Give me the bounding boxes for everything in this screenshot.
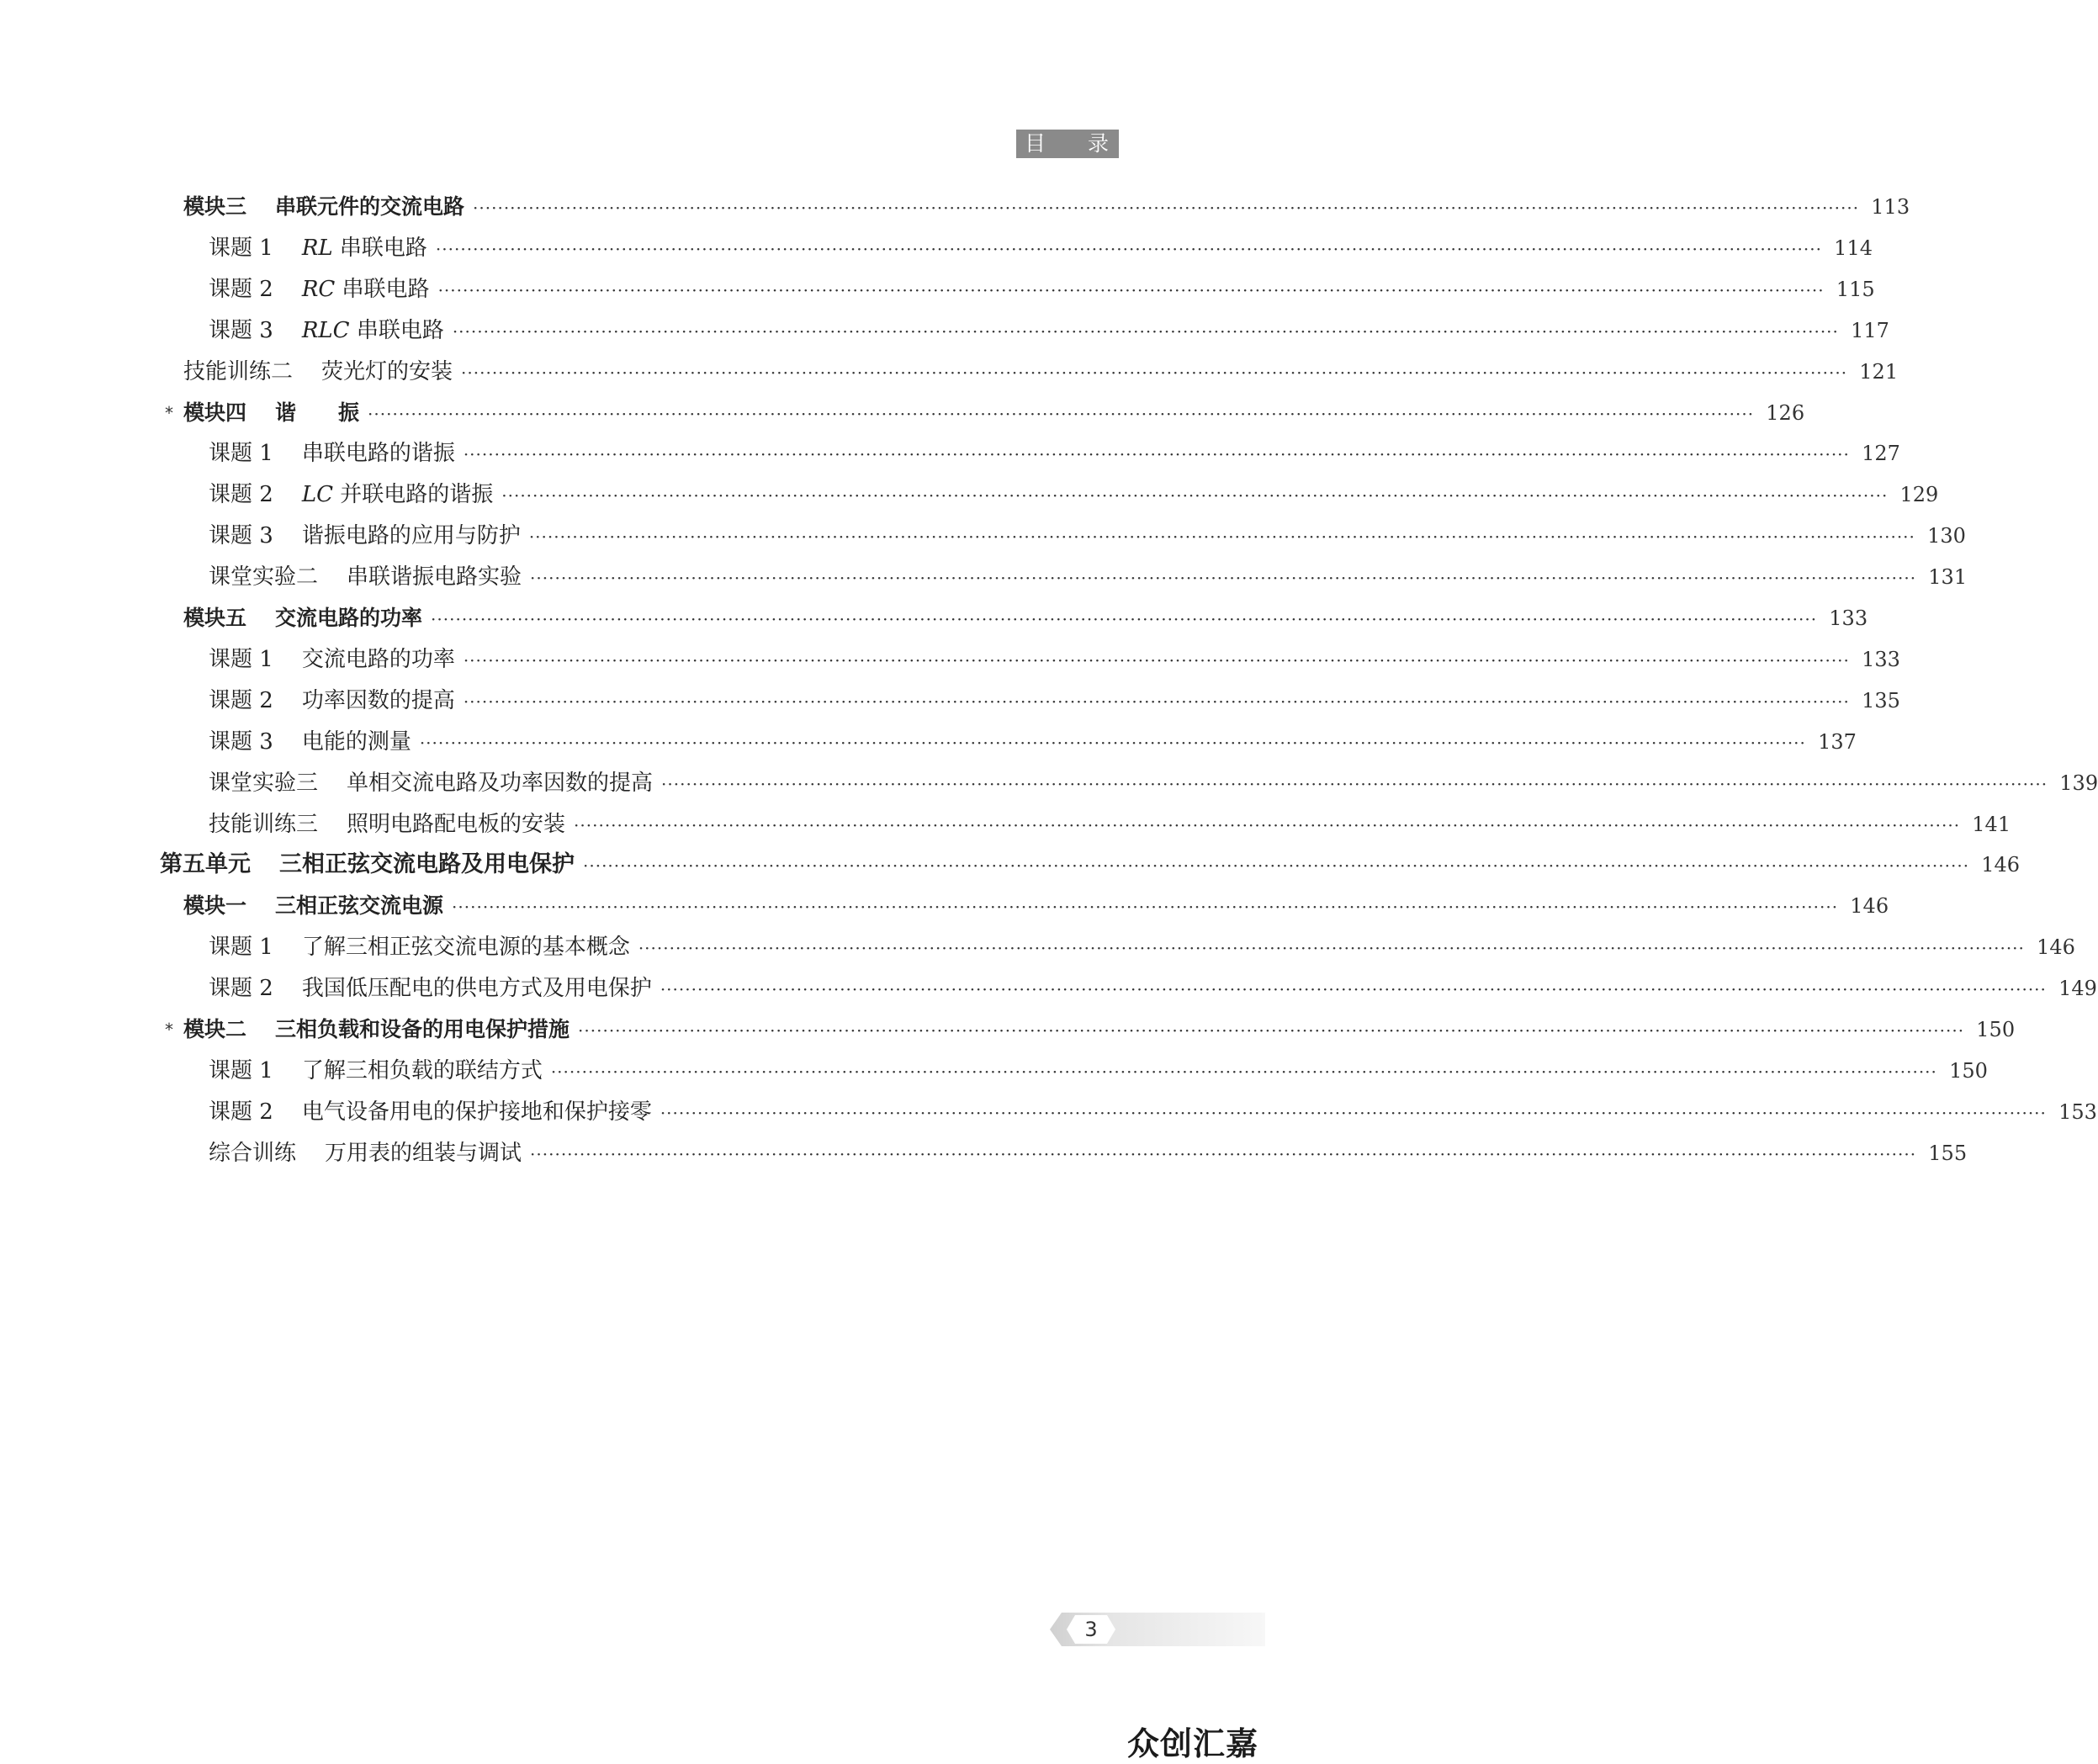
toc-entry-page: 150 (1949, 1059, 1988, 1083)
toc-entry-prefix: 模块三 (183, 194, 247, 219)
toc-entry-page: 115 (1836, 278, 1875, 301)
toc-entry-prefix: 课题 1 (209, 236, 273, 261)
toc-entry-label (209, 1095, 652, 1129)
toc-entry-title: 三相负载和设备的用电保护措施 (275, 1017, 570, 1041)
toc-entry[interactable] (0, 1013, 2016, 1046)
dot-leader (464, 437, 1850, 471)
toc-entry-title: 单相交流电路及功率因数的提高 (347, 771, 654, 796)
toc-entry-title: 串联电路的谐振 (301, 441, 455, 466)
dot-leader (660, 1096, 2047, 1130)
toc-entry[interactable] (0, 684, 1900, 718)
toc-entry[interactable] (0, 930, 2075, 964)
toc-entry-label (209, 1136, 522, 1170)
toc-entry-prefix: 课题 2 (209, 1099, 273, 1125)
toc-entry-prefix: 技能训练二 (183, 359, 294, 384)
toc-entry-page: 135 (1862, 689, 1900, 712)
toc-entry-page: 127 (1862, 442, 1900, 465)
toc-entry-title: 三相正弦交流电路及用电保护 (279, 851, 575, 877)
toc-entry-label (209, 478, 493, 511)
toc-entry-prefix: 课堂实验二 (209, 564, 319, 590)
toc-entry-title: 串联电路 (332, 236, 427, 261)
toc-entry-page: 131 (1928, 565, 1968, 589)
dot-leader (453, 315, 1839, 348)
toc-entry-title: 了解三相负载的联结方式 (301, 1058, 543, 1083)
toc-entry-page: 146 (2037, 935, 2075, 959)
page-number: 3 (1084, 1618, 1098, 1641)
dot-leader (574, 808, 1960, 842)
toc-entry-title: 三相正弦交流电源 (275, 893, 444, 918)
optional-star-icon: * (165, 1020, 173, 1040)
toc-entry-circuit-symbol: RLC (301, 318, 350, 343)
toc-entry[interactable] (0, 231, 1873, 265)
toc-entry[interactable] (0, 478, 1939, 511)
toc-entry-prefix: 综合训练 (209, 1141, 297, 1166)
dot-leader (501, 479, 1888, 512)
toc-entry-label (209, 314, 444, 347)
toc-entry-label (209, 231, 427, 265)
toc-entry-label (209, 519, 521, 553)
toc-entry-page: 114 (1834, 236, 1873, 260)
optional-star-icon: * (165, 403, 173, 423)
toc-entry-label (160, 848, 575, 882)
dot-leader (530, 1137, 1916, 1171)
toc-entry-label (209, 684, 455, 718)
toc-entry-label (183, 190, 464, 224)
toc-entry-title: 串联电路 (349, 318, 444, 343)
toc-entry-prefix: 模块四 (183, 400, 247, 425)
dot-leader (461, 356, 1847, 389)
toc-entry-prefix: 技能训练三 (209, 812, 319, 837)
toc-entry[interactable] (0, 808, 2011, 841)
dot-leader (438, 273, 1825, 307)
toc-entry-title: 我国低压配电的供电方式及用电保护 (301, 976, 652, 1001)
toc-entry-label (183, 601, 422, 635)
dot-leader (473, 191, 1859, 225)
dot-leader (583, 849, 1969, 882)
toc-entry-prefix: 模块五 (183, 606, 247, 630)
toc-entry-label (209, 808, 565, 841)
toc-entry-label (209, 273, 430, 306)
toc-entry-circuit-symbol: LC (301, 482, 333, 507)
toc-entry-title: 电能的测量 (301, 729, 411, 755)
toc-entry-label (209, 437, 455, 470)
toc-entry-page: 133 (1829, 607, 1868, 630)
header-char-right: 录 (1087, 131, 1109, 156)
toc-entry[interactable] (0, 643, 1900, 676)
toc-entry-title: 电气设备用电的保护接地和保护接零 (301, 1099, 652, 1125)
toc-entry-title: 万用表的组装与调试 (325, 1141, 522, 1166)
toc-entry[interactable] (0, 560, 1968, 594)
toc-entry-prefix: 课题 1 (209, 441, 273, 466)
toc-entry-label (209, 643, 455, 676)
toc-entry[interactable] (0, 725, 1857, 759)
dot-leader (420, 726, 1806, 760)
section-header-tag (1016, 130, 1119, 158)
toc-entry-label (209, 725, 411, 759)
toc-entry-label (209, 1054, 543, 1088)
toc-entry-prefix: 课堂实验三 (209, 771, 319, 796)
toc-entry-page: 129 (1899, 483, 1939, 506)
toc-entry-prefix: 课题 2 (209, 688, 273, 713)
toc-entry-circuit-symbol: RC (301, 277, 336, 302)
toc-entry-label (209, 930, 630, 964)
toc-entry-title: 串联谐振电路实验 (347, 564, 522, 590)
toc-entry-prefix: 课题 2 (209, 277, 273, 302)
toc-entry-label (183, 1013, 570, 1046)
toc-entry-prefix: 课题 1 (209, 1058, 273, 1083)
dot-leader (551, 1055, 1937, 1089)
toc-entry-page: 121 (1859, 360, 1899, 384)
toc-entry[interactable] (0, 766, 2098, 800)
toc-entry[interactable] (0, 314, 1889, 347)
toc-entry[interactable] (0, 190, 1910, 224)
toc-entry-prefix: 课题 3 (209, 318, 273, 343)
toc-entry[interactable] (0, 1095, 2097, 1129)
toc-entry-title: 交流电路的功率 (301, 647, 455, 672)
toc-entry-page: 113 (1871, 195, 1910, 219)
toc-entry-page: 126 (1766, 401, 1805, 425)
toc-entry-page: 141 (1972, 813, 2011, 836)
toc-entry-label (209, 972, 652, 1005)
toc-entry-page: 150 (1976, 1018, 2016, 1041)
toc-entry[interactable] (0, 601, 1868, 635)
toc-entry-prefix: 课题 2 (209, 976, 273, 1001)
toc-entry-prefix: 模块一 (183, 893, 247, 918)
page-number-tab (1050, 1613, 1265, 1646)
watermark-logo: 众创汇嘉 (1127, 1725, 1259, 1762)
dot-leader (660, 972, 2047, 1006)
toc-entry-prefix: 模块二 (183, 1017, 247, 1041)
toc-entry[interactable] (0, 519, 1966, 553)
toc-entry[interactable] (0, 972, 2097, 1005)
toc-entry-label (183, 396, 359, 430)
toc-entry-page: 133 (1862, 648, 1900, 671)
dot-leader (464, 685, 1850, 718)
toc-entry-title: 荧光灯的安装 (321, 359, 453, 384)
toc-entry-circuit-symbol: RL (301, 236, 333, 261)
toc-entry-title: 照明电路配电板的安装 (347, 812, 566, 837)
dot-leader (368, 397, 1754, 431)
toc-entry-prefix: 第五单元 (160, 851, 251, 877)
toc-entry[interactable] (0, 396, 1805, 430)
toc-entry-page: 146 (1850, 894, 1889, 918)
dot-leader (578, 1014, 1964, 1047)
toc-entry-title: 并联电路的谐振 (332, 482, 494, 507)
dot-leader (530, 561, 1916, 595)
toc-entry-title: 串联元件的交流电路 (275, 194, 465, 219)
dot-leader (638, 931, 2025, 965)
dot-leader (452, 890, 1838, 924)
toc-entry-page: 146 (1981, 853, 2021, 877)
header-char-left: 目 (1025, 131, 1046, 156)
toc-entry[interactable] (0, 273, 1875, 306)
toc-entry-page: 117 (1851, 319, 1889, 342)
toc-entry-title: 交流电路的功率 (275, 606, 423, 630)
toc-entry-page: 130 (1927, 524, 1966, 548)
toc-entry-title: 谐 振 (275, 400, 360, 425)
toc-entry-label (209, 560, 522, 594)
toc-entry-page: 139 (2059, 771, 2098, 795)
toc-entry-prefix: 课题 3 (209, 523, 273, 548)
toc-entry-prefix: 课题 2 (209, 482, 273, 507)
dot-leader (431, 602, 1817, 636)
toc-entry-prefix: 课题 1 (209, 647, 273, 672)
toc-entry-prefix: 课题 1 (209, 935, 273, 960)
toc-entry[interactable] (0, 848, 2021, 882)
toc-entry-title: 了解三相正弦交流电源的基本概念 (301, 935, 630, 960)
toc-entry-page: 153 (2058, 1100, 2097, 1124)
toc-entry[interactable] (0, 889, 1889, 923)
dot-leader (464, 644, 1850, 677)
toc-entry[interactable] (0, 355, 1899, 389)
toc-entry[interactable] (0, 437, 1900, 470)
toc-entry-page: 149 (2058, 977, 2097, 1000)
toc-entry-page: 155 (1928, 1142, 1968, 1165)
toc-entry-label (209, 766, 653, 800)
toc-entry[interactable] (0, 1136, 1968, 1170)
toc-entry[interactable] (0, 1054, 1988, 1088)
toc-entry-prefix: 课题 3 (209, 729, 273, 755)
toc-entry-page: 137 (1818, 730, 1857, 754)
toc-entry-label (183, 355, 453, 389)
toc-entry-title: 功率因数的提高 (301, 688, 455, 713)
dot-leader (661, 767, 2048, 801)
toc-entry-label (183, 889, 443, 923)
toc-entry-title: 谐振电路的应用与防护 (301, 523, 521, 548)
toc-entry-title: 串联电路 (335, 277, 430, 302)
dot-leader (436, 232, 1822, 266)
dot-leader (529, 520, 1915, 554)
